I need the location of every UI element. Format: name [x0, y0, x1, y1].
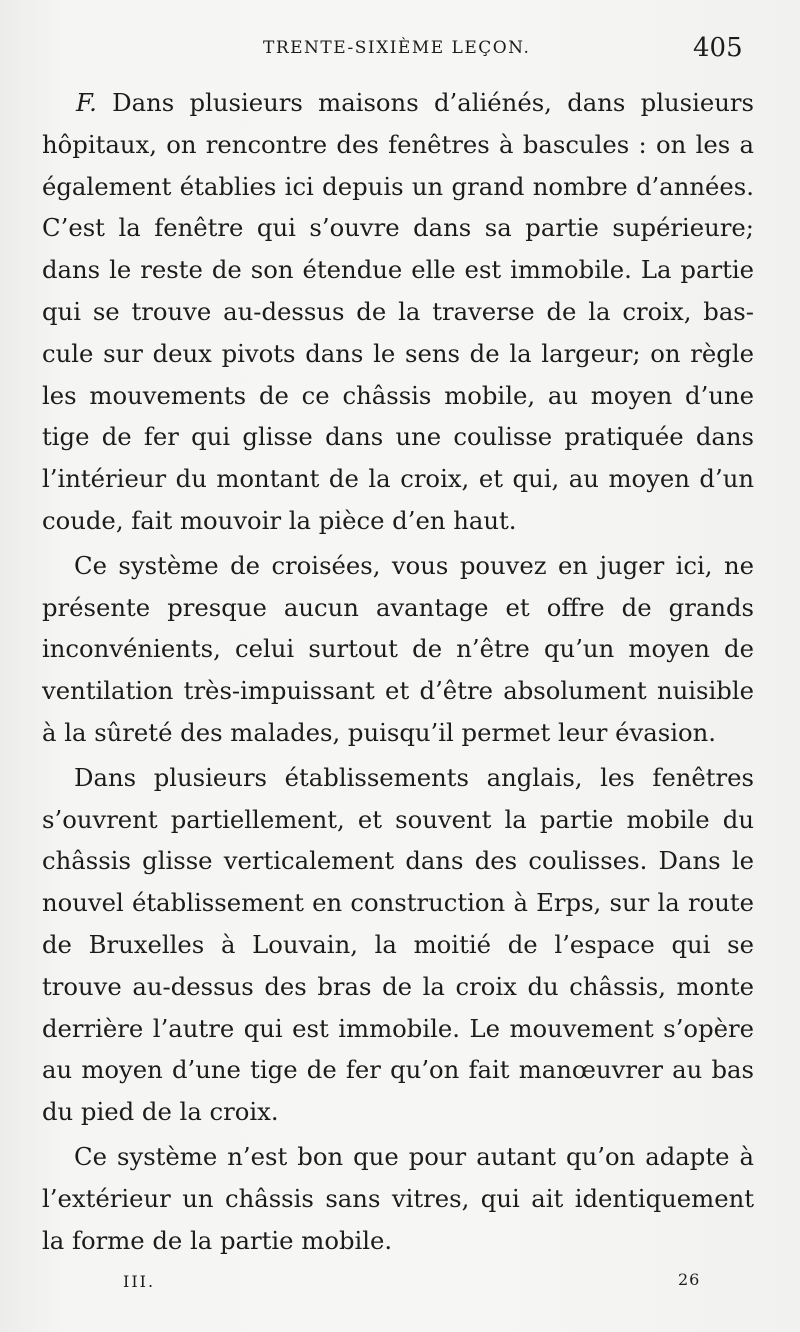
paragraph-1-label: F. — [76, 88, 97, 117]
paragraph-3: Dans plusieurs établissements anglais, les fenêtres s’ouvrent partiellement, et souvent la partie mobile du châssis glisse verticalement dans des coulisses. Dans le nouvel établissement en construction à Erps, sur la route de Bruxelles à Louvain, la moitié de l’espace qui se trouve au-dessus des bras de la croix du châssis, monte derrière l’autre qui est immobile. Le mouvement s’opère au moyen d’une tige de fer qu’on fait manœuvrer au bas du pied de la croix. — [42, 762, 754, 1127]
page-number: 405 — [693, 33, 743, 63]
paragraph-1-text: Dans plusieurs maisons d’aliénés, dans plusieurs hôpitaux, on rencontre des fenêtres à bascules : on les a également établies ici depuis un grand nombre d’années. C’est la fenêtre qui s’ouvre dans sa partie supérieure; dans le reste de son étendue elle est immobile. La partie qui se trouve au-dessus de la traverse de la croix, bascule sur deux pivots dans le sens de la largeur; on règle les mouvements de ce châssis mobile, au moyen d’une tige de fer qui glisse dans une coulisse pratiquée dans l’intérieur du montant de la croix, et qui, au moyen d’un coude, fait mouvoir la pièce d’en haut. — [42, 88, 754, 535]
paragraph-4: Ce système n’est bon que pour autant qu’on adapte à l’extérieur un châssis sans vitres, qui ait identiquement la forme de la partie mobile. — [42, 1141, 754, 1255]
running-title: TRENTE-SIXIÈME LEÇON. — [263, 38, 531, 58]
paragraph-2: Ce système de croisées, vous pouvez en juger ici, ne présente presque aucun avantage et offre de grands inconvénients, celui surtout de n’être qu’un moyen de ventilation très-impuissant et d’être absolument nuisible à la sûreté des malades, puisqu’il permet leur évasion. — [42, 550, 754, 747]
signature-mark: III. — [123, 1272, 156, 1291]
body-text — [42, 82, 754, 1261]
sheet-number: 26 — [678, 1270, 701, 1289]
paragraph-1 — [42, 82, 754, 542]
